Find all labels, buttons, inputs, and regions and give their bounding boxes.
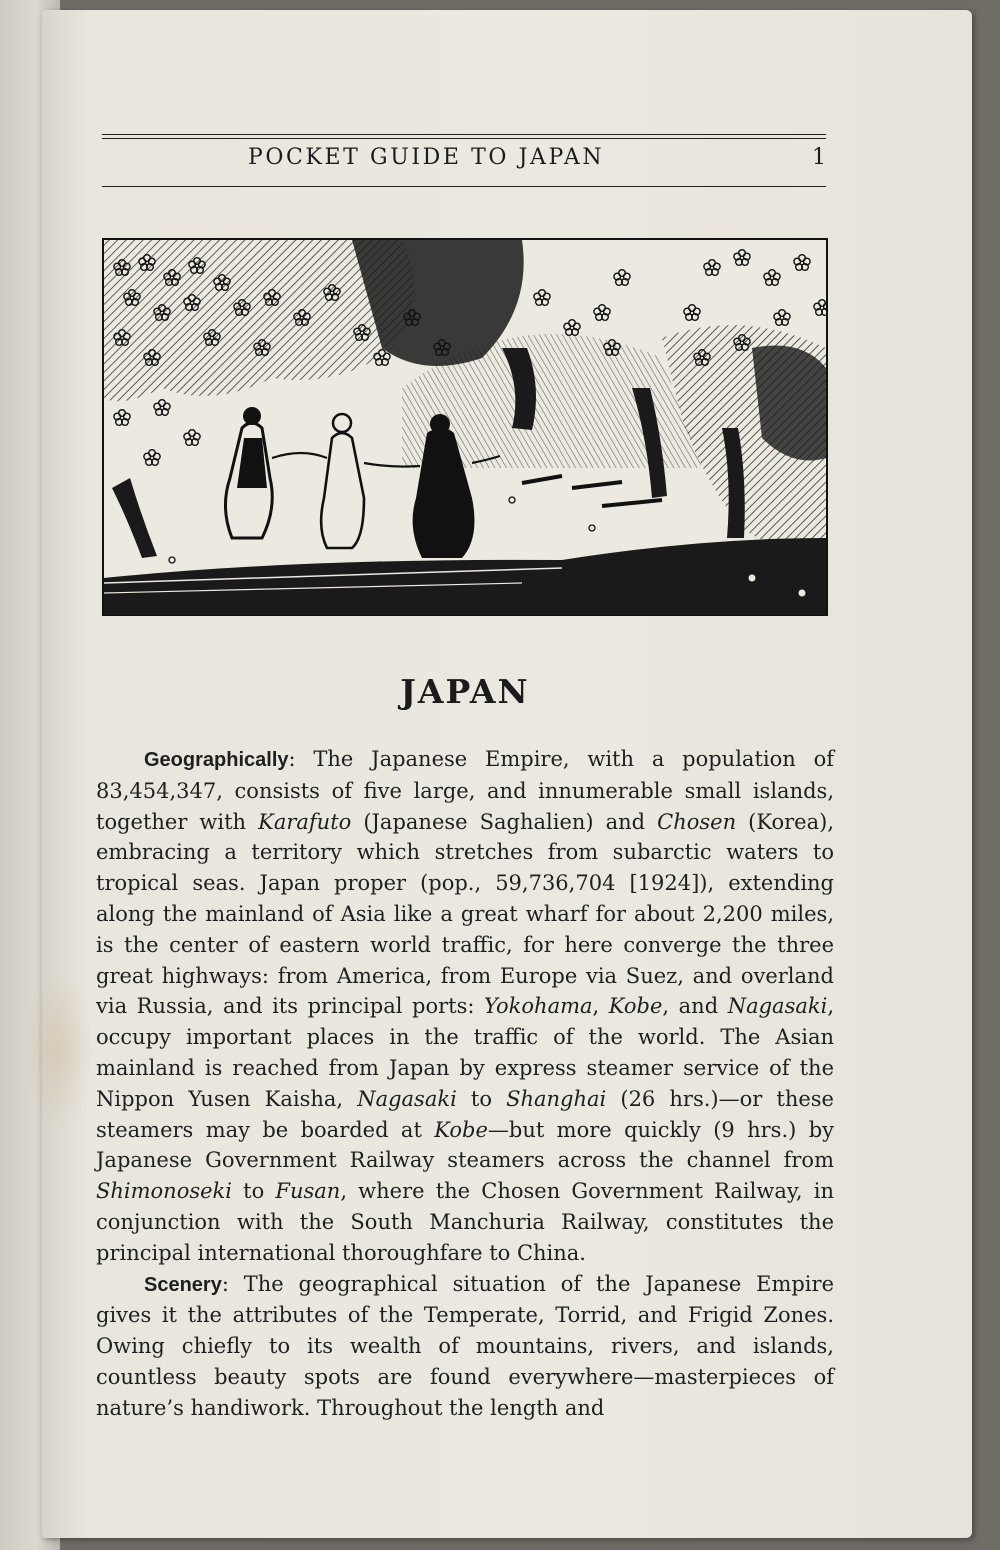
cherry-blossom-woodcut-illustration <box>102 238 828 616</box>
text-segment: , occupy important places in the traffic of the world. The Asian mainland is reached from Japan by express steamer service of the Nippon Yusen Kaisha, <box>96 994 835 1111</box>
text-segment: to <box>456 1086 507 1111</box>
running-title: POCKET GUIDE TO JAPAN <box>248 145 605 170</box>
header-top-rule <box>102 134 826 139</box>
italic-place-name: Nagasaki <box>727 994 828 1019</box>
italic-place-name: Karafuto <box>258 809 352 834</box>
paragraph-lead: Geographically <box>144 749 289 771</box>
text-segment: : The Japanese Empire, with a population of 83,454,347, consists of five large, and innumerable small islands, together with <box>96 747 834 834</box>
text-segment: (26 hrs.)—or these steamers may be boarded at <box>96 1086 834 1142</box>
text-segment: , <box>592 994 609 1019</box>
woodcut-icon <box>102 238 828 616</box>
text-segment: (Korea), embracing a territory which stretches from subarctic waters to tropical seas. Japan proper (pop., 59,736,704 [1924]), extending along the mainland of Asia like a great wharf for about 2,200 miles, is the center of eastern world traffic, for here converge the three great highways: from America, from Europe via Suez, and overland via Russia, and its principal ports: <box>96 809 834 1019</box>
paragraph <box>96 1269 834 1424</box>
page-number: 1 <box>812 145 826 170</box>
running-head <box>102 145 826 177</box>
body-text <box>96 744 834 1424</box>
text-segment: (Japanese Saghalien) and <box>351 809 658 834</box>
italic-place-name: Nagasaki <box>357 1086 457 1111</box>
text-segment: , and <box>662 994 728 1019</box>
italic-place-name: Fusan <box>275 1179 341 1204</box>
italic-place-name: Shimonoseki <box>96 1179 232 1204</box>
italic-place-name: Yokohama <box>484 994 593 1019</box>
chapter-title: JAPAN <box>400 672 530 711</box>
italic-place-name: Kobe <box>434 1117 488 1142</box>
header-bottom-rule <box>102 186 826 187</box>
italic-place-name: Chosen <box>657 809 737 834</box>
italic-place-name: Shanghai <box>506 1086 607 1111</box>
paragraph-lead: Scenery <box>144 1273 222 1296</box>
text-segment: —but more quickly (9 hrs.) by Japanese Government Railway steamers across the channel from <box>96 1117 835 1173</box>
italic-place-name: Kobe <box>608 994 663 1019</box>
text-segment: to <box>232 1179 276 1204</box>
text-segment: , where the Chosen Government Railway, in conjunction with the South Manchuria Railway, constitutes the principal international thoroughfare to China. <box>96 1179 834 1265</box>
page-stain <box>24 970 94 1130</box>
paragraph <box>96 744 834 1269</box>
text-segment: : The geographical situation of the Japanese Empire gives it the attributes of the Temperate, Torrid, and Frigid Zones. Owing chiefly to its wealth of mountains, rivers, and islands, countless beauty spots are found everywhere—masterpieces of nature’s handiwork. Throughout the length and <box>96 1271 834 1420</box>
